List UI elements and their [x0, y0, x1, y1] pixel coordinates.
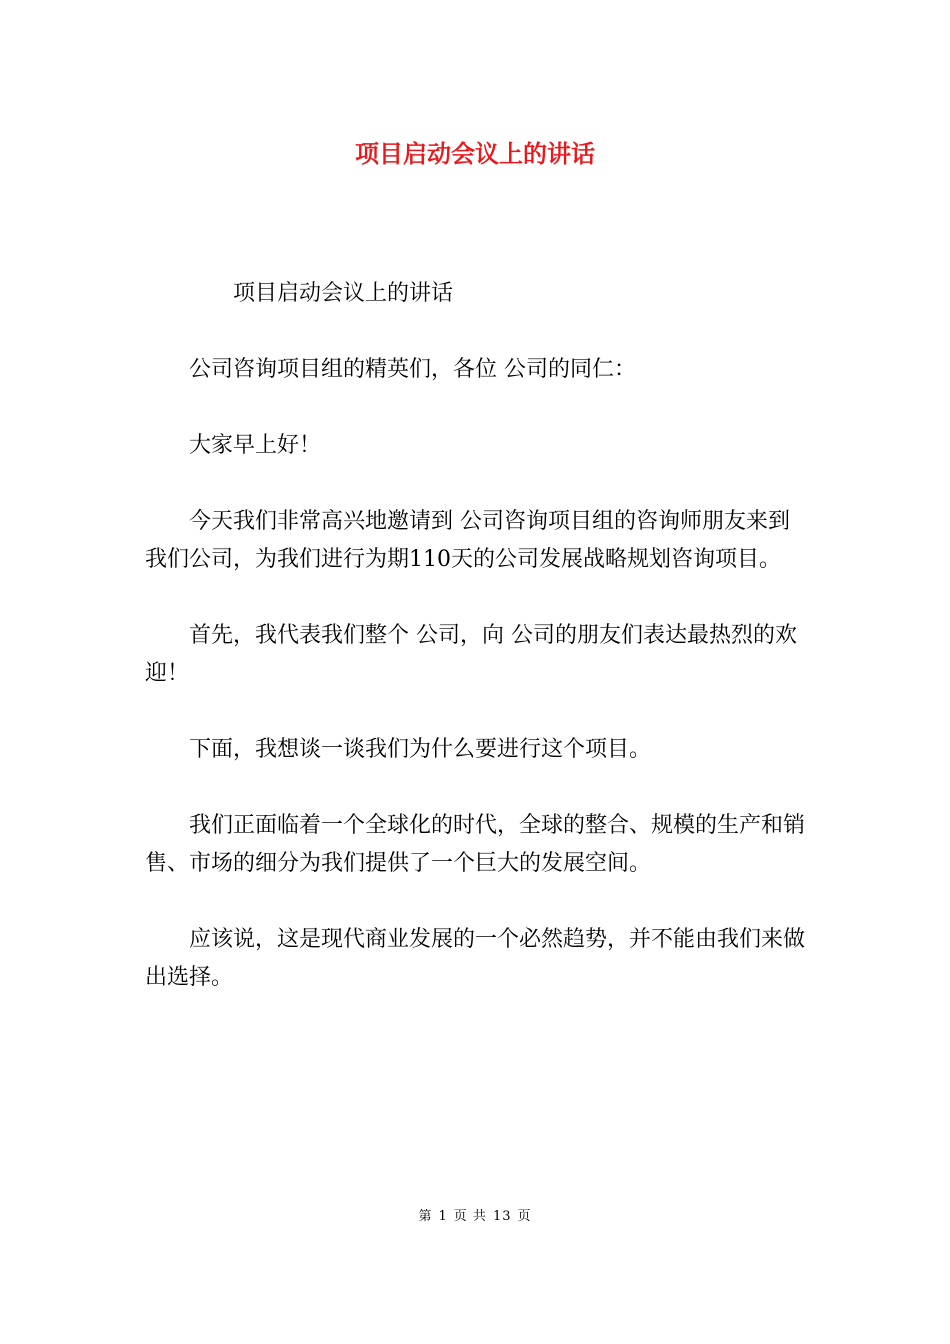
- footer-total-pages: 13: [492, 1209, 512, 1224]
- paragraph-globalization: 我们正面临着一个全球化的时代，全球的整合、规模的生产和销售、市场的细分为我们提供了一个巨大的发展空间。: [145, 813, 806, 876]
- paragraph-subtitle: 项目启动会议上的讲话: [233, 281, 454, 306]
- paragraph-trend: 应该说，这是现代商业发展的一个必然趋势，并不能由我们来做出选择。: [145, 927, 806, 990]
- document-title: 项目启动会议上的讲话: [355, 140, 595, 168]
- footer-mid: 页 共: [453, 1209, 487, 1224]
- paragraph-invitation: 今天我们非常高兴地邀请到 公司咨询项目组的咨询师朋友来到我们公司，为我们进行为期110天的公司发展战略规划咨询项目。: [145, 509, 790, 572]
- footer-suffix: 页: [517, 1209, 532, 1224]
- footer-page-number: 1: [438, 1209, 448, 1224]
- document-body: [145, 275, 810, 1035]
- paragraph-why-project: 下面，我想谈一谈我们为什么要进行这个项目。: [189, 737, 652, 762]
- paragraph-good-morning: 大家早上好！: [189, 433, 322, 458]
- page-footer: [0, 1207, 950, 1227]
- paragraph-welcome: 首先，我代表我们整个 公司，向 公司的朋友们表达最热烈的欢迎！: [145, 623, 797, 686]
- paragraph-greeting-address: 公司咨询项目组的精英们，各位 公司的同仁：: [189, 357, 636, 382]
- footer-prefix: 第: [418, 1209, 433, 1224]
